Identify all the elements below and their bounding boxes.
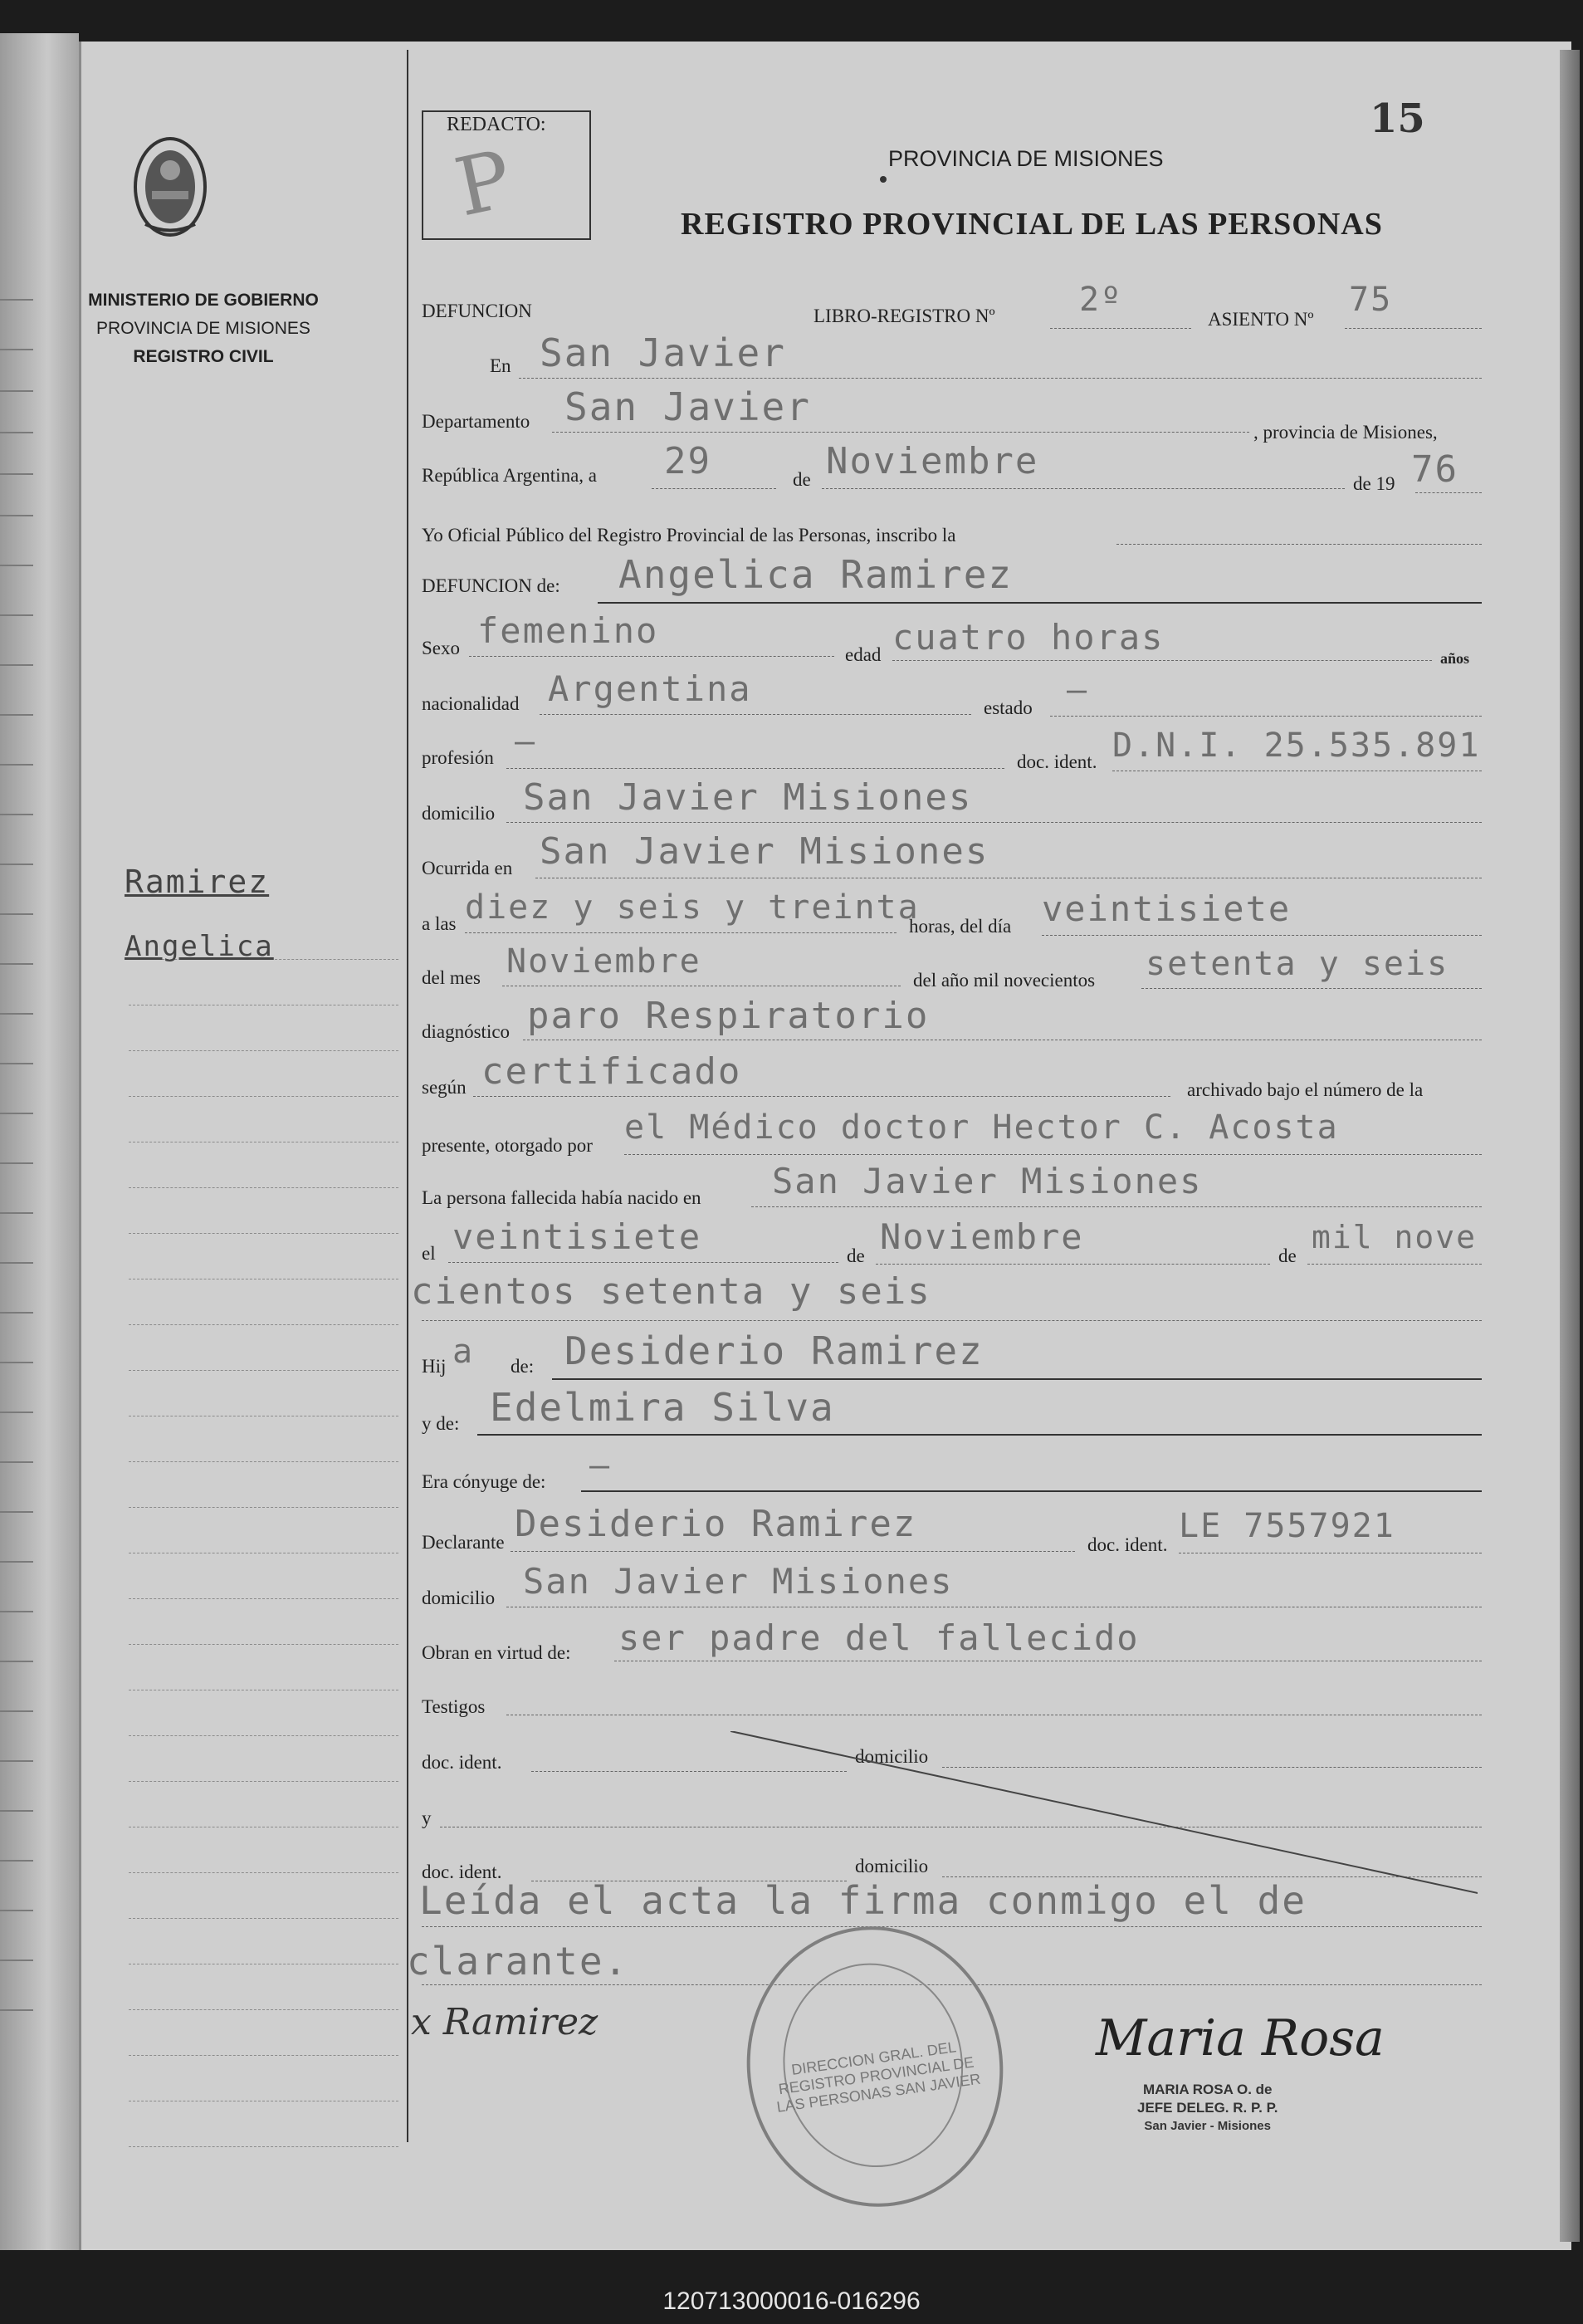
declarant-signature: x Ramirez bbox=[411, 2001, 599, 2043]
mes-value: Noviembre bbox=[506, 942, 701, 981]
del-mes-label: del mes bbox=[422, 967, 481, 988]
ano-value: setenta y seis bbox=[1146, 945, 1449, 983]
edad-value: cuatro horas bbox=[892, 617, 1165, 658]
nacido-label: La persona fallecida había nacido en bbox=[422, 1187, 701, 1208]
profesion-value: — bbox=[515, 722, 537, 761]
de2-label: de bbox=[847, 1245, 865, 1266]
ocurrida-value: San Javier Misiones bbox=[540, 830, 989, 873]
year-value: 76 bbox=[1411, 448, 1458, 491]
day-value: 29 bbox=[664, 440, 711, 482]
asiento-value: 75 bbox=[1349, 281, 1393, 319]
ministry-registry: REGISTRO CIVIL bbox=[133, 347, 274, 366]
republica-label: República Argentina, a bbox=[422, 465, 597, 486]
redacto-mark: P bbox=[447, 132, 520, 235]
officer-place: San Javier - Misiones bbox=[1144, 2119, 1271, 2133]
defuncion-de-value: Angelica Ramirez bbox=[618, 552, 1014, 597]
hij-label: Hij bbox=[422, 1356, 447, 1377]
cont-value: cientos setenta y seis bbox=[411, 1270, 931, 1313]
profesion-label: profesión bbox=[422, 747, 494, 768]
segun-label: según bbox=[422, 1077, 467, 1098]
sexo-value: femenino bbox=[477, 610, 659, 651]
sexo-label: Sexo bbox=[422, 638, 460, 658]
diagnostico-value: paro Respiratorio bbox=[527, 995, 930, 1037]
testigos-label: Testigos bbox=[422, 1696, 486, 1717]
departamento-label: Departamento bbox=[422, 411, 530, 432]
oficial-text: Yo Oficial Público del Registro Provincial de las Personas, inscribo la bbox=[422, 525, 956, 546]
ocurrida-label: Ocurrida en bbox=[422, 858, 513, 878]
de3-value: mil nove bbox=[1312, 1219, 1478, 1255]
y-label: y bbox=[422, 1808, 432, 1828]
coat-of-arms-icon bbox=[129, 133, 212, 241]
domicilio-label: domicilio bbox=[422, 803, 496, 824]
margin-divider bbox=[407, 50, 408, 2142]
stamp-text: DIRECCION GRAL. DEL REGISTRO PROVINCIAL DE LAS PERSONAS SAN JAVIER bbox=[775, 2038, 982, 2116]
month-value: Noviembre bbox=[826, 440, 1039, 482]
officer-title: JEFE DELEG. R. P. P. bbox=[1137, 2100, 1278, 2116]
horas-label: horas, del día bbox=[909, 916, 1012, 937]
a-las-value: diez y seis y treinta bbox=[465, 888, 920, 927]
edad-label: edad bbox=[845, 644, 882, 665]
estado-value: — bbox=[1067, 671, 1089, 709]
registry-title: REGISTRO PROVINCIAL DE LAS PERSONAS bbox=[681, 207, 1383, 242]
testigo1-dom-label: domicilio bbox=[855, 1746, 929, 1767]
domicilio2-value: San Javier Misiones bbox=[523, 1561, 954, 1602]
libro-label: LIBRO-REGISTRO Nº bbox=[813, 306, 995, 326]
province-title: PROVINCIA DE MISIONES bbox=[888, 146, 1164, 171]
domicilio2-label: domicilio bbox=[422, 1588, 496, 1608]
leida-value: Leída el acta la firma conmigo el de bbox=[419, 1878, 1307, 1923]
defuncion-heading: DEFUNCION bbox=[422, 301, 532, 321]
provincia-label: , provincia de Misiones, bbox=[1253, 422, 1438, 443]
hij-suffix: a bbox=[452, 1333, 475, 1371]
anos-label: años bbox=[1440, 650, 1470, 667]
nacionalidad-label: nacionalidad bbox=[422, 693, 520, 714]
leida-cont: clarante. bbox=[407, 1939, 629, 1984]
officer-signature: Maria Rosa bbox=[1096, 2009, 1385, 2067]
doc-ident2-label: doc. ident. bbox=[1087, 1534, 1168, 1555]
testigo2-dom-label: domicilio bbox=[855, 1856, 929, 1876]
diagnostico-label: diagnóstico bbox=[422, 1021, 511, 1042]
y-de-label: y de: bbox=[422, 1413, 460, 1434]
declarante-value: Desiderio Ramirez bbox=[515, 1503, 917, 1545]
departamento-value: San Javier bbox=[564, 384, 811, 429]
segun-value: certificado bbox=[481, 1050, 742, 1093]
padre-value: Desiderio Ramirez bbox=[564, 1328, 984, 1373]
defuncion-de-label: DEFUNCION de: bbox=[422, 575, 560, 596]
de19-label: de 19 bbox=[1353, 473, 1395, 494]
de-label: de bbox=[793, 469, 811, 490]
dia-value: veintisiete bbox=[1042, 888, 1292, 929]
doc-ident-value: D.N.I. 25.535.891 bbox=[1112, 727, 1481, 765]
strike-line bbox=[730, 1731, 1478, 1897]
margin-note-name: Angelica bbox=[125, 930, 274, 963]
estado-label: estado bbox=[984, 697, 1033, 718]
a-las-label: a las bbox=[422, 913, 457, 934]
de3-label: de bbox=[1278, 1245, 1297, 1266]
ministry-province: PROVINCIA DE MISIONES bbox=[96, 319, 310, 338]
el-value: veintisiete bbox=[452, 1216, 702, 1257]
conyuge-label: Era cónyuge de: bbox=[422, 1471, 546, 1492]
presente-value: el Médico doctor Hector C. Acosta bbox=[624, 1108, 1339, 1147]
obran-label: Obran en virtud de: bbox=[422, 1642, 571, 1663]
doc-ident2-value: LE 7557921 bbox=[1179, 1507, 1395, 1545]
asiento-label: ASIENTO Nº bbox=[1208, 309, 1314, 330]
nacionalidad-value: Argentina bbox=[548, 668, 752, 709]
en-value: San Javier bbox=[540, 330, 786, 375]
obran-value: ser padre del fallecido bbox=[618, 1617, 1140, 1658]
redacto-label: REDACTO: bbox=[447, 114, 546, 135]
el-label: el bbox=[422, 1243, 436, 1264]
declarante-label: Declarante bbox=[422, 1532, 505, 1553]
testigo2-doc-label: doc. ident. bbox=[422, 1862, 502, 1882]
testigo1-doc-label: doc. ident. bbox=[422, 1752, 502, 1773]
de2-value: Noviembre bbox=[880, 1216, 1084, 1257]
madre-value: Edelmira Silva bbox=[490, 1385, 835, 1430]
page-number: 15 bbox=[1370, 95, 1425, 142]
doc-ident-label: doc. ident. bbox=[1017, 751, 1097, 772]
conyuge-value: — bbox=[589, 1446, 612, 1485]
page-edge bbox=[1560, 50, 1580, 2242]
libro-value: 2º bbox=[1079, 281, 1123, 319]
margin-note-surname: Ramirez bbox=[125, 864, 270, 900]
archivado-label: archivado bajo el número de la bbox=[1187, 1079, 1424, 1100]
nacido-value: San Javier Misiones bbox=[772, 1161, 1203, 1201]
de-colon-label: de: bbox=[511, 1356, 535, 1377]
presente-label: presente, otorgado por bbox=[422, 1135, 593, 1156]
ministry-line: MINISTERIO DE GOBIERNO bbox=[88, 291, 319, 310]
domicilio-value: San Javier Misiones bbox=[523, 776, 973, 819]
ministry-header bbox=[0, 286, 407, 371]
officer-block bbox=[1137, 2081, 1278, 2136]
del-ano-label: del año mil novecientos bbox=[913, 970, 1096, 991]
separator-dot bbox=[880, 176, 887, 183]
en-label: En bbox=[490, 355, 511, 376]
footer-id: 120713000016-016296 bbox=[662, 2287, 921, 2315]
officer-name: MARIA ROSA O. de bbox=[1142, 2082, 1273, 2097]
redacto-box bbox=[422, 110, 591, 240]
